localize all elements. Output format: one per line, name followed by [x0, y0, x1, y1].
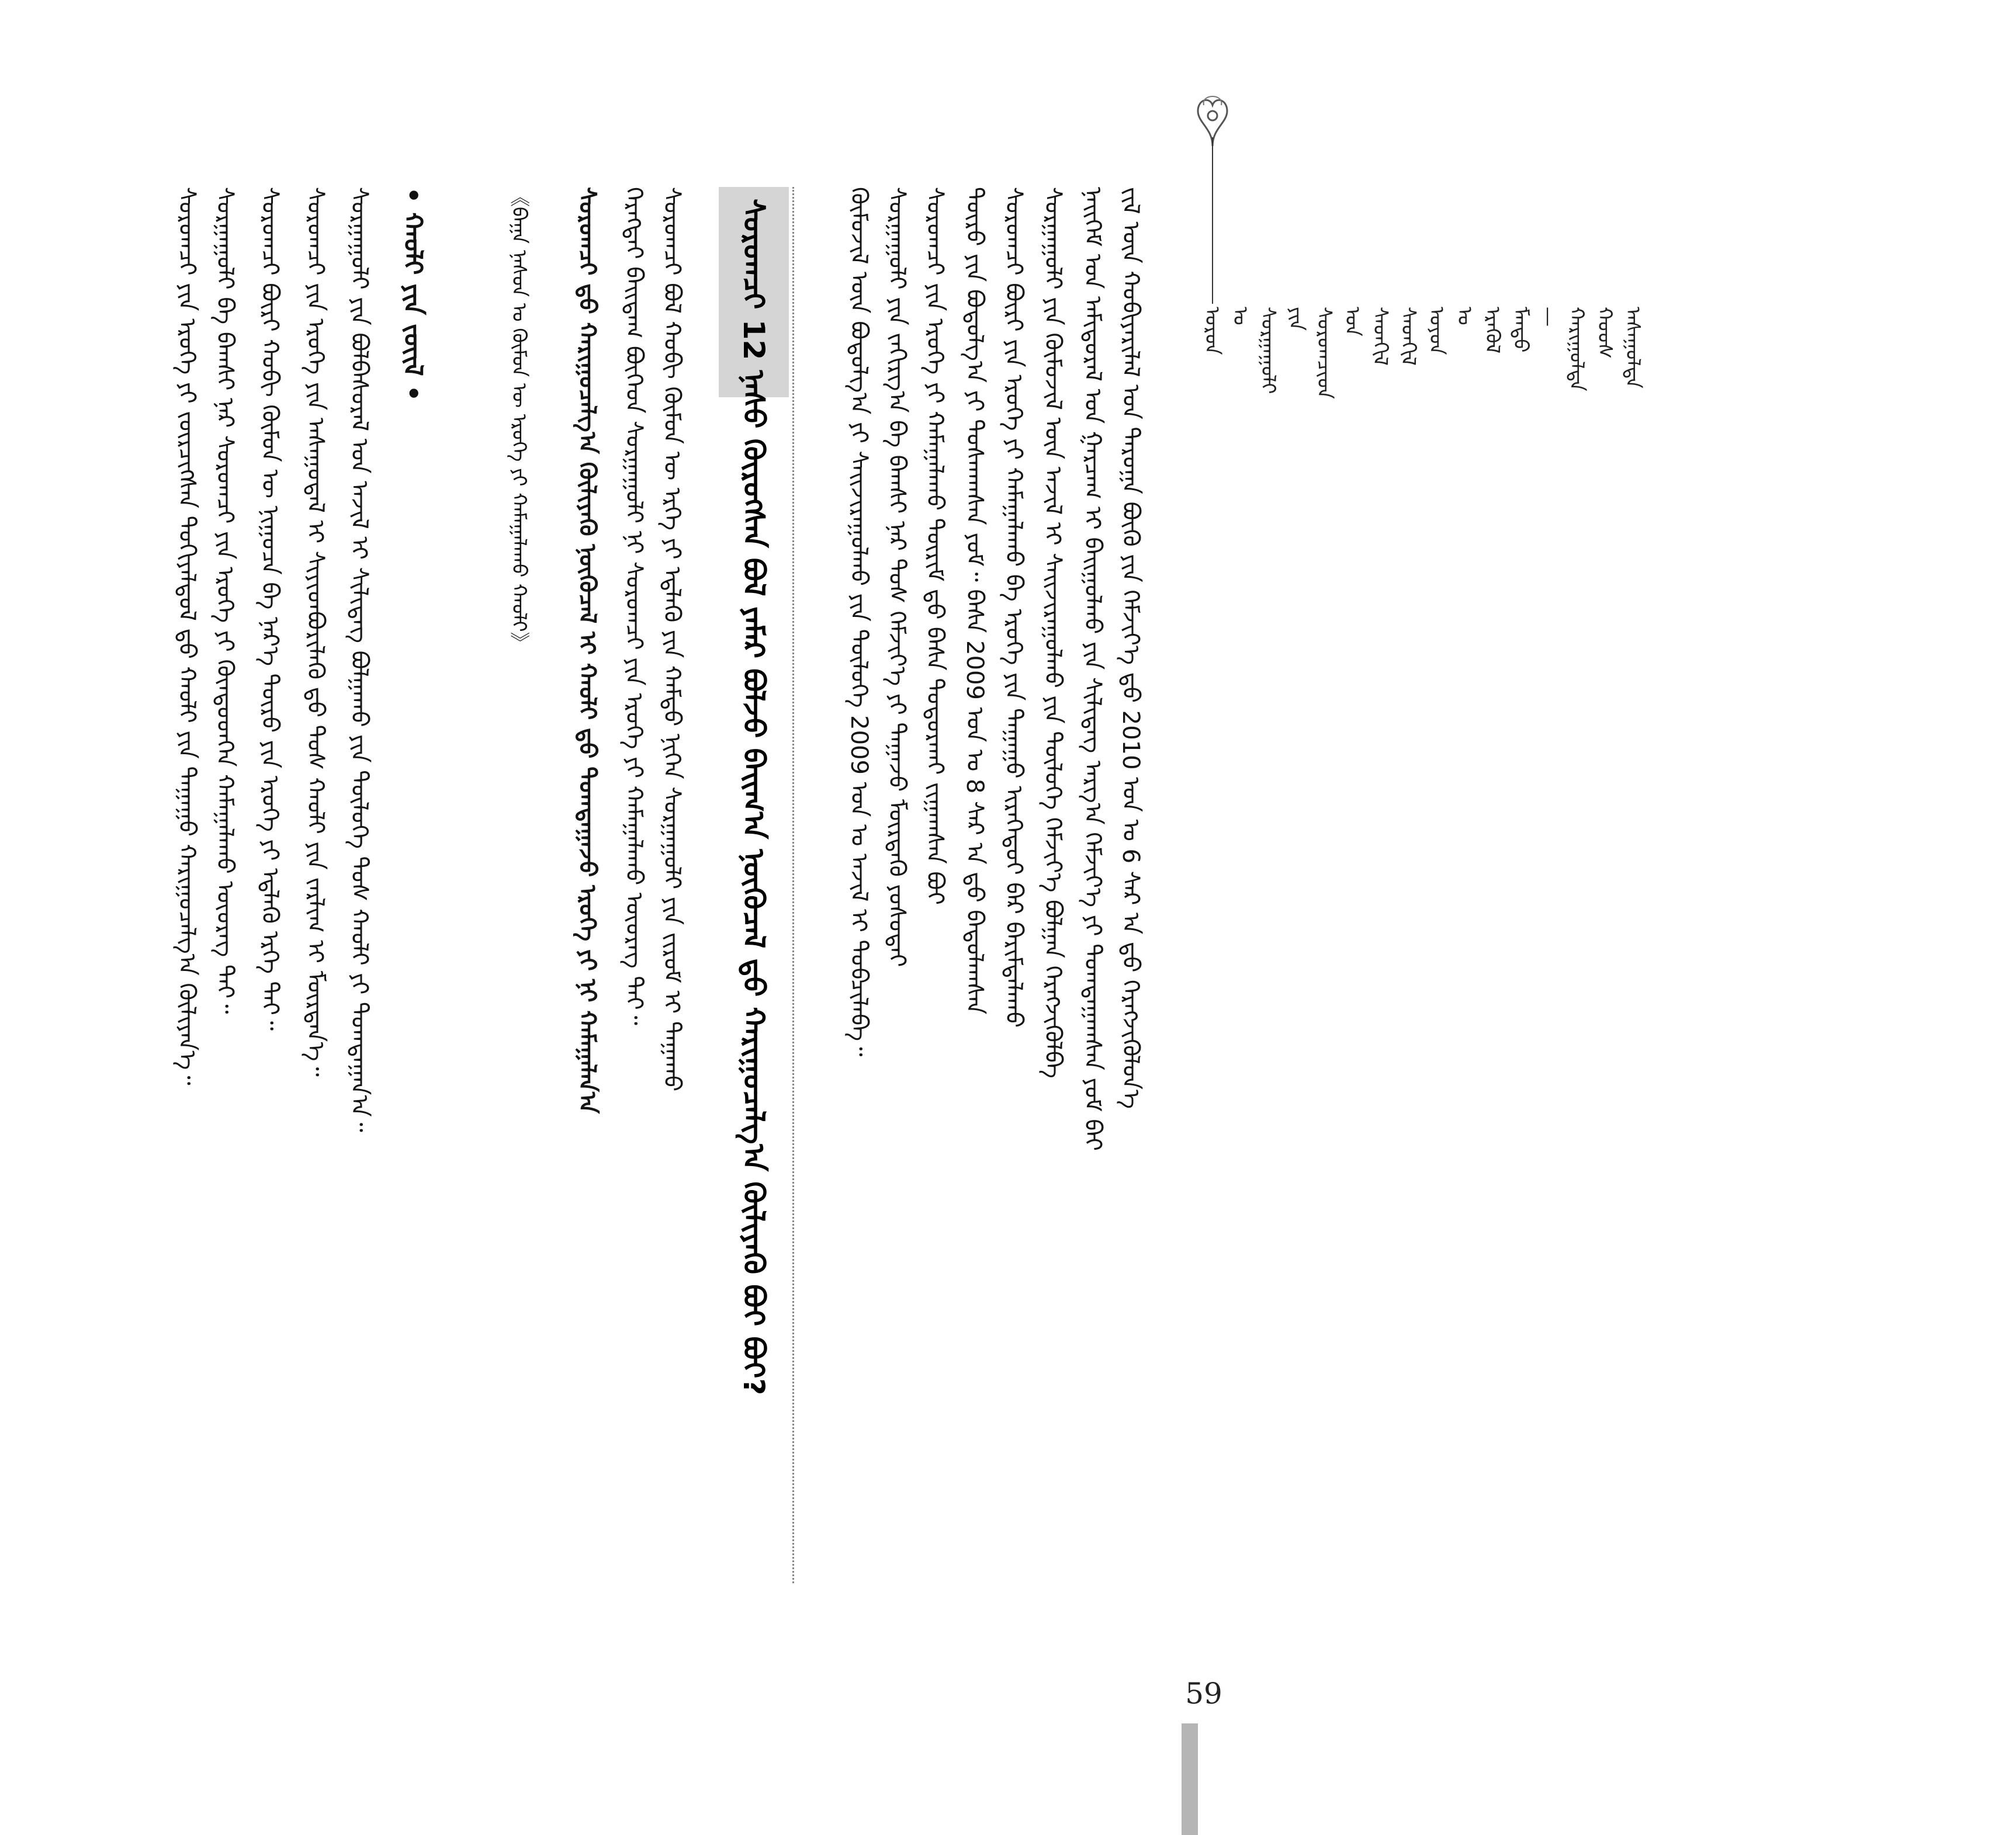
body-line: ᠬᠦᠮᠦᠵᠢᠯ ᠦᠨ ᠪᠣᠳᠣᠯᠭ᠎ᠠ ᠶᠢ ᠰᠠᠢᠵᠢᠷᠠᠭᠤᠯᠬᠤ ᠶᠢᠨ ᠲᠥᠯᠦᠭᠡ 2009 ᠣᠨ ᠤ ᠠᠵᠢᠯ ᠢ ᠲᠣᠪᠴᠢᠯᠠᠪᠠ᠃ — [846, 187, 872, 1057]
section-heading: • ᠬᠠᠤᠯᠢ ᠶᠢᠨ ᠵᠦᠢᠯ • — [398, 187, 428, 402]
body-line: ᠰᠤᠷᠤᠭᠴᠢ ᠪᠦᠷᠢ ᠶᠢᠨ ᠡᠷᠦᠬᠡ ᠶᠢ ᠬᠠᠮᠠᠭᠠᠯᠠᠬᠤ ᠪᠠ ᠡᠷᠦᠬᠡ ᠶᠢᠨ ᠳᠠᠭᠠᠭᠤ ᠢᠷᠡᠭᠡᠳᠦᠢ ᠪᠡᠷ ᠪᠠᠷᠢᠮᠲᠠᠯᠠᠬᠤ — [1000, 187, 1027, 1028]
law-line: ᠰᠤᠷᠭᠠᠭᠤᠯᠢ ᠶᠢᠨ ᠪᠣᠯᠪᠠᠰᠤᠷᠠᠯ ᠤᠨ ᠠᠵᠢᠯ ᠢ ᠰᠢᠯᠢᠳᠡᠭ ᠪᠣᠯᠭᠠᠬᠤ ᠶᠢᠨ ᠲᠥᠯᠦᠭᠡ ᠲᠤᠰ ᠬᠠᠤᠯᠢ ᠶᠢ ᠲᠣᠭᠲᠠᠭᠠᠨ᠎ᠠ᠃ — [346, 187, 373, 1132]
body-line: ᠨᠡᠢᠭᠡᠮ ᠤᠨ ᠠᠮᠢᠳᠤᠷᠠᠯ ᠤᠨ ᠭᠠᠷᠴᠠᠭ ᠢ ᠪᠠᠢᠭᠤᠯᠬᠤ ᠶᠢᠨ ᠰᠢᠯᠢᠳᠡᠭ ᠠᠷᠭ᠎ᠠ ᠬᠡᠮᠵᠢᠶ᠎ᠡ ᠶᠢ ᠲᠣᠭᠲᠠᠭᠠᠭᠰᠠᠨ ᠶᠤᠮ ᠪᠠᠢ — [1079, 187, 1106, 1151]
body-line: ᠲᠥᠷᠦ ᠶᠢᠨ ᠪᠣᠳᠣᠯᠭ᠎ᠠ ᠶᠢ ᠲᠤᠰᠬᠠᠭᠰᠠᠨ ᠶᠤᠮ᠃ ᠪᠠᠰᠠ 2009 ᠣᠨ ᠤ 8 ᠰᠠᠷ ᠠ ᠳ᠋ᠤ ᠪᠠᠲᠤᠯᠠᠭᠰᠠᠨ — [961, 187, 988, 1015]
body-line: ᠵᠢᠯ ᠦᠨ ᠬᠤᠪᠢᠶᠠᠷᠢᠯᠠᠯ ᠤᠨ ᠳᠠᠷᠤᠭᠠ ᠪᠦᠬᠦ ᠶᠢᠨ ᠬᠡᠮᠵᠢᠶ᠎ᠡ ᠳ᠋ᠦ 2010 ᠣᠨ ᠤ 6 ᠰᠠᠷ ᠠ ᠳ᠋ᠤ ᠬᠡᠷᠡᠭᠵᠢᠭᠦᠯᠦᠨ᠎ᠡ — [1117, 187, 1144, 1109]
answer-line: ᠰᠤᠷᠤᠭᠴᠢ ᠪᠣᠯ ᠬᠤᠪᠢ ᠬᠦᠮᠦᠨ ᠦ ᠡᠷᠬᠡ ᠶᠢ ᠡᠳ᠋ᠯᠡᠬᠦ ᠶᠢᠨ ᠬᠠᠮᠲᠤ ᠨᠢᠭᠡᠨ ᠰᠤᠷᠭᠠᠭᠤᠯᠢ ᠶᠢᠨ ᠵᠢᠷᠤᠮ ᠢ ᠳᠠᠭᠠᠬᠤ — [659, 187, 685, 1092]
answer-citation: 《ᠪᠠᠭᠠ ᠨᠠᠰᠤᠨ ᠤ ᠬᠦᠮᠦᠨ ᠦ ᠡᠷᠦᠬᠡ ᠶᠢ ᠬᠠᠮᠠᠭᠠᠯᠠᠬᠤ ᠬᠠᠤᠯᠢ》 — [507, 187, 531, 652]
page-edge-tab — [1182, 1723, 1198, 1835]
body-line: ᠰᠤᠷᠤᠭᠴᠢ ᠶᠢᠨ ᠡᠷᠦᠬᠡ ᠶᠢ ᠬᠠᠮᠠᠭᠠᠯᠠᠬᠤ ᠳᠦᠷᠢᠮ ᠳ᠋ᠦ ᠪᠠᠰᠠ ᠲᠣᠳᠣᠷᠬᠠᠢ ᠵᠢᠭᠠᠭᠰᠠᠨ ᠪᠣᠢ — [922, 187, 948, 905]
law-line: ᠰᠤᠷᠤᠭᠴᠢ ᠶᠢᠨ ᠡᠷᠦᠬᠡ ᠶᠢ ᠵᠦᠷᠴᠢᠭᠰᠡᠨ ᠲᠣᠬᠢᠶᠠᠯᠳᠤᠯ ᠳ᠋ᠦ ᠬᠠᠤᠯᠢ ᠶᠢᠨ ᠳᠠᠭᠠᠭᠤ ᠬᠠᠷᠢᠭᠤᠴᠠᠯᠭ᠎ᠠ ᠬᠦᠯᠢᠶᠡᠨ᠎ᠡ᠃ — [174, 187, 200, 1085]
law-line: ᠰᠤᠷᠤᠭᠴᠢ ᠶᠢᠨ ᠡᠷᠦᠬᠡ ᠶᠢᠨ ᠠᠰᠠᠭᠤᠳᠠᠯ ᠢ ᠰᠢᠶᠢᠳᠪᠦᠷᠢᠯᠡᠬᠦ ᠳ᠋ᠦ ᠲᠤᠰ ᠬᠠᠤᠯᠢ ᠶᠢᠨ ᠵᠠᠷᠯᠢᠭ ᠢ ᠮᠥᠷᠳᠡᠨ᠎ᠡ᠃ — [302, 187, 329, 1077]
question-title: ᠰᠤᠷᠤᠭᠴᠢ 12 ᠨᠠᠰᠤ ᠬᠦᠷᠦᠭᠰᠡᠨ ᠪᠣᠯ ᠶᠠᠮᠠᠷ ᠪᠣᠯᠵᠤ ᠪᠠᠢᠭ᠎ᠠ ᠨᠥᠬᠦᠴᠡᠯ ᠳ᠋ᠦ ᠬᠠᠷᠢᠭᠤᠴᠠᠯᠭ᠎ᠠ ᠬᠦᠯᠢᠶᠡᠬᠦ ᠪᠤᠢ ᠪᠤᠢ? — [737, 199, 771, 1396]
page-number: 59 — [1185, 1677, 1222, 1711]
law-line: ᠰᠤᠷᠭᠠᠭᠤᠯᠢ ᠪᠠ ᠪᠠᠭᠰᠢ ᠨᠠᠷ ᠰᠤᠷᠤᠭᠴᠢ ᠶᠢᠨ ᠡᠷᠦᠬᠡ ᠶᠢ ᠬᠦᠨᠳᠦᠳᠭᠡᠨ ᠬᠠᠮᠠᠭᠠᠯᠠᠬᠤ ᠦᠦᠷᠡᠭ ᠲᠡᠢ᠃ — [212, 187, 238, 1014]
body-line: ᠰᠤᠷᠭᠠᠭᠤᠯᠢ ᠶᠢᠨ ᠬᠦᠮᠦᠵᠢᠯ ᠦᠨ ᠠᠵᠢᠯ ᠢ ᠰᠠᠢᠵᠢᠷᠠᠭᠤᠯᠬᠤ ᠶᠢᠨ ᠲᠥᠯᠦᠭᠡ ᠬᠡᠮᠵᠢᠶ᠎ᠡ ᠪᠣᠯᠭᠠᠨ ᠬᠡᠷᠡᠭᠵᠢᠭᠦᠯᠪᠡ — [1040, 187, 1066, 1078]
question-box — [719, 187, 789, 1583]
running-header: ᠤᠷᠤᠨ ᠤ ᠰᠤᠷᠭᠠᠭᠤᠯᠢ ᠶᠢᠨ ᠰᠤᠷᠤᠭᠴᠢᠳ ᠤᠨ ᠰᠡᠳᠭᠢᠯ ᠰᠡᠳᠬᠢᠯ ᠣᠶᠤᠨ ᠤ ᠡᠷᠡᠭᠦᠯ ᠮᠡᠨᠳᠦ — ᠬᠠᠷᠢᠭᠤᠯᠲᠠ ᠬᠣᠣᠰ ᠠᠰᠠᠭᠤᠯᠲᠠ — [1200, 307, 1644, 399]
header-rule — [1212, 137, 1213, 304]
body-line: ᠰᠤᠷᠭᠠᠭᠤᠯᠢ ᠶᠢᠨ ᠵᠠᠬᠢᠷᠭ᠎ᠠ ᠪᠠ ᠪᠠᠭᠰᠢ ᠨᠠᠷ ᠲᠤᠰ ᠬᠡᠮᠵᠢᠶ᠎ᠡ ᠶᠢ ᠳᠠᠭᠠᠵᠤ ᠮᠥᠷᠳᠡᠬᠦ ᠶᠣᠰᠣᠲᠠᠢ — [884, 187, 910, 967]
dotted-divider — [792, 187, 794, 1583]
law-line: ᠰᠤᠷᠤᠭᠴᠢ ᠪᠦᠷᠢ ᠬᠤᠪᠢ ᠬᠦᠮᠦᠨ ᠦ ᠨᠢᠭᠤᠴᠠ ᠪᠠ ᠨᠡᠷ᠎ᠡ ᠲᠥᠷᠦ ᠶᠢᠨ ᠡᠷᠦᠬᠡ ᠶᠢ ᠡᠳ᠋ᠯᠡᠬᠦ ᠡᠷᠬᠡ ᠲᠡᠢ᠃ — [257, 187, 283, 1031]
answer-line: ᠬᠡᠷᠡᠭᠲᠡᠢ ᠪᠠᠢᠳᠠᠭ ᠪᠥᠭᠡᠳ ᠰᠤᠷᠭᠠᠭᠤᠯᠢ ᠨᠢ ᠰᠤᠷᠤᠭᠴᠢ ᠶᠢᠨ ᠡᠷᠦᠬᠡ ᠶᠢ ᠬᠠᠮᠠᠭᠠᠯᠠᠬᠤ ᠦᠦᠷᠡᠭ ᠲᠡᠢ᠃ — [621, 187, 647, 1025]
answer-line: ᠰᠤᠷᠤᠭᠴᠢ ᠳ᠋ᠦ ᠬᠠᠷᠢᠭᠤᠴᠠᠯᠭ᠎ᠠ ᠬᠦᠯᠢᠶᠡᠬᠦ ᠨᠥᠬᠦᠴᠡᠯ ᠢ ᠬᠠᠤᠯᠢ ᠳ᠋ᠦ ᠲᠣᠭᠲᠠᠭᠠᠵᠤ ᠡᠷᠦᠬᠡ ᠶᠢ ᠨᠢ ᠬᠠᠮᠠᠭᠠᠯᠠᠨ᠎ᠠ — [574, 187, 601, 1114]
